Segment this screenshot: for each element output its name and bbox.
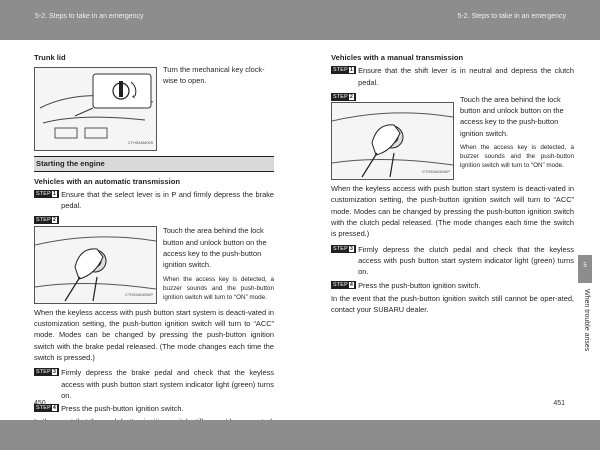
- trunk-block: [34, 52, 274, 151]
- step-2-figure-wrap: [331, 90, 454, 180]
- deactivation-paragraph: When the keyless access with push button start system is deacti-vated in customization setting, the push-button ignition switch will turn to “ACC” mode. Modes can be changed by pressing the push-button ignition switch with the brake pedal released. (The mode changes each time the switch is pressed.): [34, 307, 274, 362]
- deactivation-paragraph: When the keyless access with push button start system is deacti-vated in customization setting, the push-button ignition switch will turn to “ACC” mode. Modes can be changed by pressing the push-button ignition switch with the clutch pedal released. (The mode changes each time the switch is pressed.): [331, 184, 574, 239]
- chapter-label: When trouble arises: [583, 289, 590, 352]
- step-text: Ensure that the shift lever is in neutral and depress the clutch pedal.: [358, 66, 574, 87]
- step-badge: STEP 2: [34, 216, 59, 224]
- step-badge: STEP 4: [34, 404, 59, 412]
- step-2-block: [331, 90, 574, 180]
- step-badge: STEP 4: [331, 281, 356, 289]
- step-4: [34, 403, 274, 414]
- header-right: 5-2. Steps to take in an emergency: [457, 13, 566, 20]
- header-band: [0, 0, 600, 40]
- step-2-figure-wrap: [34, 213, 157, 303]
- trunk-left-area: [34, 52, 157, 151]
- page-number-left: 450: [34, 400, 46, 407]
- step-text: Firmly depress the brake pedal and check that the keyless access with push button start system indicator light (green) turns on.: [61, 368, 274, 400]
- step-text: Press the push-button ignition switch.: [358, 280, 481, 290]
- subtitle-mt: Vehicles with a manual transmission: [331, 53, 464, 62]
- trunk-figure: [34, 67, 157, 151]
- step-3: [34, 367, 274, 401]
- trunk-text: Turn the mechanical key clock-wise to open.: [163, 65, 265, 86]
- footer-band: [0, 420, 600, 450]
- step-1: [34, 189, 274, 212]
- step-2-block: [34, 213, 274, 303]
- step-badge: STEP 1: [331, 66, 356, 74]
- ignition-figure: [34, 226, 157, 304]
- right-column: [331, 52, 574, 315]
- step-badge: STEP 1: [34, 190, 59, 198]
- step-text: Press the push-button ignition switch.: [61, 404, 184, 414]
- trunk-fig-code: CTH53AM005: [127, 140, 153, 145]
- step-1: [331, 65, 574, 88]
- step-2-text: Touch the area behind the lock button and unlock button on the access key to the push-button ignition switch.: [460, 94, 564, 138]
- step-2-note: When the access key is detected, a buzzer sounds and the push-button ignition switch will turn to “ON” mode.: [163, 275, 274, 301]
- header-left: 5-2. Steps to take in an emergency: [35, 13, 144, 20]
- step-2-text: Touch the area behind the lock button and unlock button on the access key to the push-button ignition switch.: [163, 226, 267, 270]
- chapter-number: 5: [583, 263, 587, 269]
- step-badge: STEP 3: [34, 368, 59, 376]
- subtitle-at: Vehicles with an automatic transmission: [34, 176, 181, 186]
- step-badge: STEP 3: [331, 245, 356, 253]
- closing-paragraph: In the event that the push-button ignition switch still cannot be oper-ated, contact your SUBARU dealer.: [331, 293, 574, 315]
- step-text: Firmly depress the clutch pedal and check that the keyless access with push button start system indicator light (green) turns on.: [358, 244, 574, 277]
- ignition-fig-code: CTH53AM006P: [421, 168, 450, 174]
- step-2-text-wrap: [157, 213, 274, 301]
- section-title: Starting the engine: [34, 156, 274, 171]
- step-2-note: When the access key is detected, a buzzer sounds and the push-button ignition switch will turn to “ON” mode.: [460, 144, 574, 170]
- chapter-tab: [578, 255, 592, 283]
- ignition-fig-code: CTH53AM006P: [124, 292, 153, 298]
- step-2-text-wrap: [454, 90, 574, 170]
- step-text: Ensure that the select lever is in P and firmly depress the brake pedal.: [61, 189, 274, 211]
- trunk-title: Trunk lid: [34, 53, 66, 62]
- ignition-figure: [331, 102, 454, 180]
- page-number-right: 451: [553, 400, 565, 407]
- step-badge: STEP 2: [331, 93, 356, 101]
- step-3: [331, 244, 574, 278]
- step-4: [331, 280, 574, 291]
- left-column: [34, 52, 274, 439]
